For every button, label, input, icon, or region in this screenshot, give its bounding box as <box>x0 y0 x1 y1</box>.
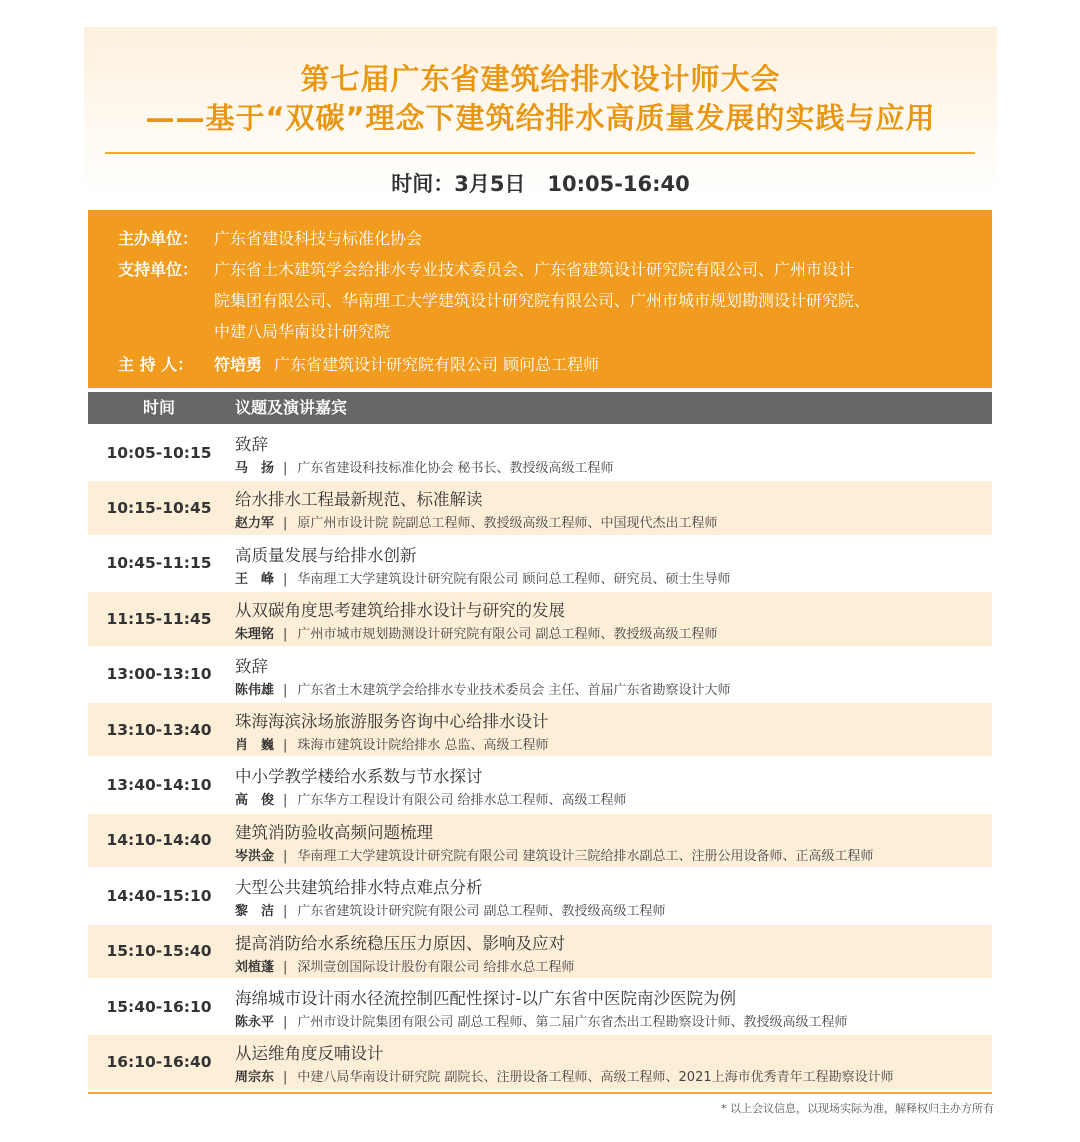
support-line: 院集团有限公司、华南理工大学建筑设计研究院有限公司、广州市城市规划勘测设计研究院、 <box>214 291 871 310</box>
session-time: 10:15-10:45 <box>106 499 212 518</box>
time-label: 时间： <box>391 172 455 196</box>
speaker-name: 朱理铭 <box>235 627 275 643</box>
session-time: 16:10-16:40 <box>106 1052 212 1071</box>
separator: | <box>283 737 288 753</box>
session-speaker <box>235 512 718 531</box>
session-time: 15:40-16:10 <box>106 997 212 1016</box>
speaker-name: 黎 洁 <box>235 904 275 920</box>
conference-title: 第七届广东省建筑给排水设计师大会 <box>300 62 781 96</box>
moderator-title: 广东省建筑设计研究院有限公司 顾问总工程师 <box>274 355 600 374</box>
separator: | <box>283 571 288 587</box>
speaker-affiliation: 珠海市建筑设计院给排水 总监、高级工程师 <box>297 737 549 753</box>
speaker-affiliation: 广州市设计院集团有限公司 副总工程师、第二届广东省杰出工程勘察设计师、教授级高级工程师 <box>297 1014 848 1030</box>
speaker-name: 刘植蓬 <box>235 959 275 975</box>
conference-subtitle: ——基于“双碳”理念下建筑给排水高质量发展的实践与应用 <box>145 101 936 135</box>
support-value <box>214 254 980 347</box>
separator: | <box>283 959 288 975</box>
session-speaker <box>235 1066 894 1085</box>
speaker-name: 赵力军 <box>235 516 275 532</box>
separator: | <box>283 904 288 920</box>
session-speaker <box>235 623 718 642</box>
column-header-topic: 议题及演讲嘉宾 <box>235 398 348 417</box>
speaker-affiliation: 深圳壹创国际设计股份有限公司 给排水总工程师 <box>297 959 575 975</box>
moderator-label: 主 持 人： <box>118 355 194 374</box>
separator: | <box>283 1014 288 1030</box>
session-time: 14:10-14:40 <box>106 831 212 850</box>
event-time-range: 10:05-16:40 <box>547 172 690 196</box>
session-speaker <box>235 900 666 919</box>
speaker-name: 周宗东 <box>235 1070 275 1086</box>
session-time: 13:10-13:40 <box>106 720 212 739</box>
organizer-panel <box>88 210 992 388</box>
session-topic: 从双碳角度思考建筑给排水设计与研究的发展 <box>235 601 565 621</box>
session-speaker <box>235 734 549 753</box>
speaker-name: 王 峰 <box>235 571 275 587</box>
session-topic: 建筑消防验收高频问题梳理 <box>235 822 433 842</box>
event-time <box>84 168 997 198</box>
support-line: 中建八局华南设计研究院 <box>214 322 391 341</box>
session-time: 14:40-15:10 <box>106 886 212 905</box>
session-topic: 海绵城市设计雨水径流控制匹配性探讨-以广东省中医院南沙医院为例 <box>235 988 736 1008</box>
table-row <box>88 481 992 536</box>
session-time: 10:05-10:15 <box>106 443 212 462</box>
table-row <box>88 426 992 481</box>
column-header-time: 时间 <box>142 398 175 417</box>
separator: | <box>283 848 288 864</box>
separator: | <box>283 516 288 532</box>
speaker-name: 肖 巍 <box>235 737 275 753</box>
separator: | <box>283 682 288 698</box>
speaker-name: 陈伟雄 <box>235 682 275 698</box>
table-row <box>88 758 992 813</box>
speaker-affiliation: 原广州市设计院 院副总工程师、教授级高级工程师、中国现代杰出工程师 <box>297 516 718 532</box>
table-row <box>88 592 992 647</box>
separator: | <box>283 1070 288 1086</box>
host-value: 广东省建设科技与标准化协会 <box>214 229 423 248</box>
speaker-name: 岑洪金 <box>235 848 275 864</box>
speaker-affiliation: 广东省建筑设计研究院有限公司 副总工程师、教授级高级工程师 <box>297 904 666 920</box>
session-time: 11:15-11:45 <box>106 609 212 628</box>
session-topic: 中小学教学楼给水系数与节水探讨 <box>235 767 483 787</box>
separator: | <box>283 461 288 476</box>
session-speaker <box>235 845 874 864</box>
table-bottom-divider <box>88 1092 992 1094</box>
table-row <box>88 648 992 703</box>
host-row <box>118 223 980 254</box>
session-speaker <box>235 568 731 587</box>
session-topic: 高质量发展与给排水创新 <box>235 545 417 565</box>
speaker-affiliation: 广东省建设科技标准化协会 秘书长、教授级高级工程师 <box>297 461 614 476</box>
table-row <box>88 703 992 758</box>
speaker-affiliation: 中建八局华南设计研究院 副院长、注册设备工程师、高级工程师、2021上海市优秀青年工程勘察设计师 <box>297 1070 894 1086</box>
table-row <box>88 814 992 869</box>
footer-note: * 以上会议信息，以现场实际为准，解释权归主办方所有 <box>721 1102 994 1115</box>
schedule-table-header <box>88 392 992 424</box>
session-speaker <box>235 457 614 476</box>
event-date: 3月5日 <box>454 172 526 196</box>
moderator-row <box>118 349 980 380</box>
table-row <box>88 537 992 592</box>
table-row <box>88 925 992 980</box>
session-topic: 致辞 <box>235 435 268 454</box>
table-row <box>88 1035 992 1090</box>
separator: | <box>283 793 288 809</box>
moderator-name: 符培勇 <box>214 355 263 374</box>
speaker-affiliation: 广东华方工程设计有限公司 给排水总工程师、高级工程师 <box>297 793 627 809</box>
speaker-affiliation: 华南理工大学建筑设计研究院有限公司 建筑设计三院给排水副总工、注册公用设备师、正高级工程师 <box>297 848 874 864</box>
speaker-affiliation: 广州市城市规划勘测设计研究院有限公司 副总工程师、教授级高级工程师 <box>297 627 718 643</box>
session-time: 10:45-11:15 <box>106 554 212 573</box>
support-row <box>118 254 980 347</box>
speaker-name: 高 俊 <box>235 793 275 809</box>
speaker-name: 马 扬 <box>235 461 275 476</box>
session-time: 13:40-14:10 <box>106 776 212 795</box>
session-topic: 从运维角度反哺设计 <box>235 1044 384 1064</box>
table-row <box>88 980 992 1035</box>
session-topic: 致辞 <box>235 656 268 676</box>
moderator-value <box>214 349 980 380</box>
speaker-affiliation: 华南理工大学建筑设计研究院有限公司 顾问总工程师、研究员、硕士生导师 <box>297 571 731 587</box>
support-line: 广东省土木建筑学会给排水专业技术委员会、广东省建筑设计研究院有限公司、广州市设计 <box>214 260 855 279</box>
session-time: 13:00-13:10 <box>106 665 212 684</box>
speaker-affiliation: 广东省土木建筑学会给排水专业技术委员会 主任、首届广东省勘察设计大师 <box>297 682 731 698</box>
title-divider <box>105 152 975 154</box>
schedule-table <box>88 426 992 1091</box>
session-topic: 提高消防给水系统稳压压力原因、影响及应对 <box>235 933 565 953</box>
session-topic: 给水排水工程最新规范、标准解读 <box>235 490 483 510</box>
support-label: 支持单位： <box>118 260 199 279</box>
session-time: 15:10-15:40 <box>106 942 212 961</box>
session-speaker <box>235 679 731 698</box>
host-label: 主办单位： <box>118 229 199 248</box>
speaker-name: 陈永平 <box>235 1014 275 1030</box>
session-topic: 珠海海滨泳场旅游服务咨询中心给排水设计 <box>235 711 549 731</box>
session-speaker <box>235 789 627 808</box>
session-speaker <box>235 1011 848 1030</box>
table-row <box>88 869 992 924</box>
session-topic: 大型公共建筑给排水特点难点分析 <box>235 878 483 898</box>
session-speaker <box>235 956 575 975</box>
separator: | <box>283 627 288 643</box>
